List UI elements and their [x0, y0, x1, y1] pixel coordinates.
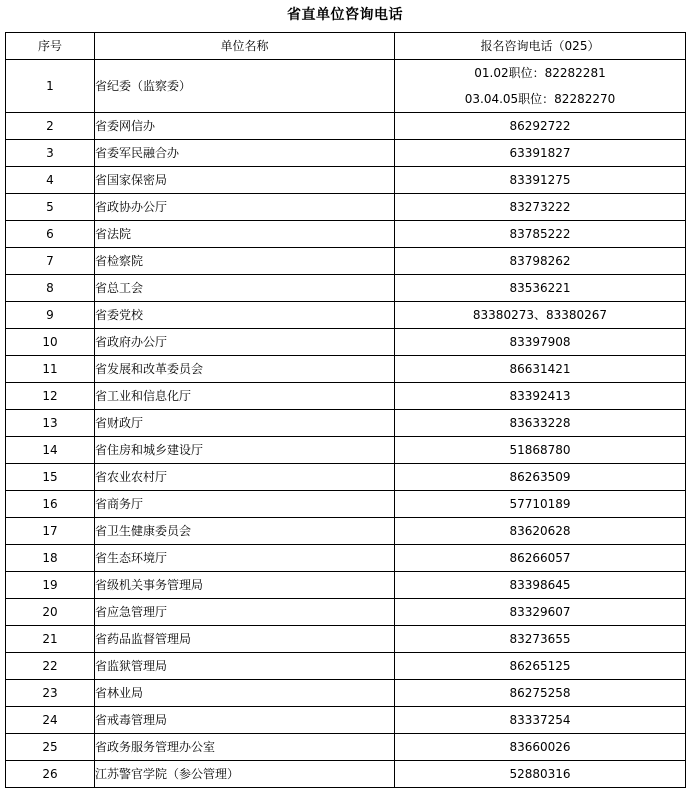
row-phone-number: 01.02职位：82282281: [474, 66, 606, 80]
row-phone-number: 52880316: [509, 767, 571, 781]
row-phone-cell: [395, 491, 686, 518]
row-phone-cell: [395, 356, 686, 383]
table-row: [6, 437, 686, 464]
row-phone-cell: [395, 113, 686, 140]
table-row: [6, 356, 686, 383]
row-seq: 10: [6, 329, 95, 356]
row-phone-number: 86292722: [509, 119, 571, 133]
row-unit-name: 省级机关事务管理局: [95, 572, 395, 599]
row-phone-number: 83273655: [509, 632, 571, 646]
table-row: [6, 302, 686, 329]
row-seq: 20: [6, 599, 95, 626]
row-seq: 26: [6, 761, 95, 788]
row-unit-name: 省财政厅: [95, 410, 395, 437]
row-unit-name: 省总工会: [95, 275, 395, 302]
row-unit-name: 省发展和改革委员会: [95, 356, 395, 383]
page-title: 省直单位咨询电话: [287, 7, 403, 23]
row-phone-number: 03.04.05职位：82282270: [464, 92, 616, 106]
row-phone-number: 83392413: [509, 389, 571, 403]
row-phone-number: 86265125: [509, 659, 571, 673]
row-phone-cell: [395, 60, 686, 113]
row-phone-number: 83536221: [509, 281, 571, 295]
row-unit-name: 省药品监督管理局: [95, 626, 395, 653]
row-phone-cell: [395, 167, 686, 194]
row-phone-cell: [395, 680, 686, 707]
row-phone-cell: [395, 302, 686, 329]
row-phone-number: 86263509: [509, 470, 571, 484]
table-row: [6, 680, 686, 707]
row-unit-name: 省卫生健康委员会: [95, 518, 395, 545]
row-phone-number: 86631421: [509, 362, 571, 376]
row-phone-cell: [395, 383, 686, 410]
table-row: [6, 626, 686, 653]
row-phone-cell: [395, 194, 686, 221]
table-row: [6, 545, 686, 572]
row-seq: 2: [6, 113, 95, 140]
table-row: [6, 194, 686, 221]
contacts-table: [5, 32, 686, 788]
row-phone-cell: [395, 626, 686, 653]
row-unit-name: 省检察院: [95, 248, 395, 275]
row-unit-name: 省住房和城乡建设厅: [95, 437, 395, 464]
row-phone-cell: [395, 707, 686, 734]
row-phone-cell: [395, 248, 686, 275]
table-row: [6, 275, 686, 302]
table-row: [6, 221, 686, 248]
row-seq: 16: [6, 491, 95, 518]
row-seq: 5: [6, 194, 95, 221]
table-row: [6, 329, 686, 356]
row-unit-name: 省农业农村厅: [95, 464, 395, 491]
table-row: [6, 734, 686, 761]
row-unit-name: 省政府办公厅: [95, 329, 395, 356]
row-phone-number: 83633228: [509, 416, 571, 430]
row-unit-name: 省生态环境厅: [95, 545, 395, 572]
column-header-phone: 报名咨询电话（025）: [395, 33, 686, 60]
row-seq: 1: [6, 60, 95, 113]
row-seq: 18: [6, 545, 95, 572]
row-unit-name: 省林业局: [95, 680, 395, 707]
row-unit-name: 省委党校: [95, 302, 395, 329]
row-phone-number: 83397908: [509, 335, 571, 349]
row-seq: 24: [6, 707, 95, 734]
row-phone-cell: [395, 545, 686, 572]
row-phone-number: 83391275: [509, 173, 571, 187]
table-row: [6, 464, 686, 491]
row-phone-number: 83273222: [509, 200, 571, 214]
row-phone-cell: [395, 437, 686, 464]
row-phone-number: 63391827: [509, 146, 571, 160]
row-phone-number: 83785222: [509, 227, 571, 241]
table-row: [6, 60, 686, 113]
row-unit-name: 省政协办公厅: [95, 194, 395, 221]
row-seq: 14: [6, 437, 95, 464]
row-phone-cell: [395, 653, 686, 680]
row-seq: 4: [6, 167, 95, 194]
table-row: [6, 248, 686, 275]
table-row: [6, 572, 686, 599]
row-phone-number: 51868780: [509, 443, 571, 457]
row-phone-number: 83329607: [509, 605, 571, 619]
row-unit-name: 省法院: [95, 221, 395, 248]
row-unit-name: 省委网信办: [95, 113, 395, 140]
row-phone-cell: [395, 599, 686, 626]
row-phone-number: 86275258: [509, 686, 571, 700]
row-seq: 9: [6, 302, 95, 329]
table-row: [6, 653, 686, 680]
row-phone-number: 83337254: [509, 713, 571, 727]
row-unit-name: 省商务厅: [95, 491, 395, 518]
row-seq: 17: [6, 518, 95, 545]
row-phone-number: 86266057: [509, 551, 571, 565]
row-phone-cell: [395, 761, 686, 788]
table-row: [6, 140, 686, 167]
table-row: [6, 383, 686, 410]
row-seq: 21: [6, 626, 95, 653]
row-seq: 11: [6, 356, 95, 383]
row-unit-name: 江苏警官学院（参公管理）: [95, 761, 395, 788]
row-seq: 12: [6, 383, 95, 410]
row-phone-cell: [395, 410, 686, 437]
row-phone-number: 83798262: [509, 254, 571, 268]
table-row: [6, 707, 686, 734]
row-phone-cell: [395, 572, 686, 599]
table-row: [6, 113, 686, 140]
row-seq: 8: [6, 275, 95, 302]
row-seq: 25: [6, 734, 95, 761]
row-phone-number: 83398645: [509, 578, 571, 592]
row-seq: 15: [6, 464, 95, 491]
row-unit-name: 省戒毒管理局: [95, 707, 395, 734]
row-phone-number: 83380273、83380267: [472, 308, 608, 322]
row-phone-number: 83660026: [509, 740, 571, 754]
table-body: [6, 60, 686, 788]
row-unit-name: 省国家保密局: [95, 167, 395, 194]
row-unit-name: 省工业和信息化厅: [95, 383, 395, 410]
row-phone-number: 57710189: [509, 497, 571, 511]
table-row: [6, 761, 686, 788]
table-header-row: [6, 33, 686, 60]
row-seq: 13: [6, 410, 95, 437]
row-unit-name: 省应急管理厅: [95, 599, 395, 626]
table-row: [6, 410, 686, 437]
row-phone-cell: [395, 329, 686, 356]
row-phone-cell: [395, 734, 686, 761]
table-row: [6, 599, 686, 626]
row-unit-name: 省监狱管理局: [95, 653, 395, 680]
row-phone-cell: [395, 275, 686, 302]
row-seq: 6: [6, 221, 95, 248]
row-unit-name: 省委军民融合办: [95, 140, 395, 167]
row-seq: 22: [6, 653, 95, 680]
table-row: [6, 167, 686, 194]
row-phone-number: 83620628: [509, 524, 571, 538]
row-phone-cell: [395, 221, 686, 248]
row-seq: 19: [6, 572, 95, 599]
row-phone-cell: [395, 464, 686, 491]
row-unit-name: 省政务服务管理办公室: [95, 734, 395, 761]
row-seq: 3: [6, 140, 95, 167]
row-seq: 23: [6, 680, 95, 707]
column-header-name: 单位名称: [95, 33, 395, 60]
row-unit-name: 省纪委（监察委）: [95, 60, 395, 113]
table-row: [6, 491, 686, 518]
table-row: [6, 518, 686, 545]
row-phone-cell: [395, 140, 686, 167]
column-header-seq: 序号: [6, 33, 95, 60]
row-phone-cell: [395, 518, 686, 545]
row-seq: 7: [6, 248, 95, 275]
